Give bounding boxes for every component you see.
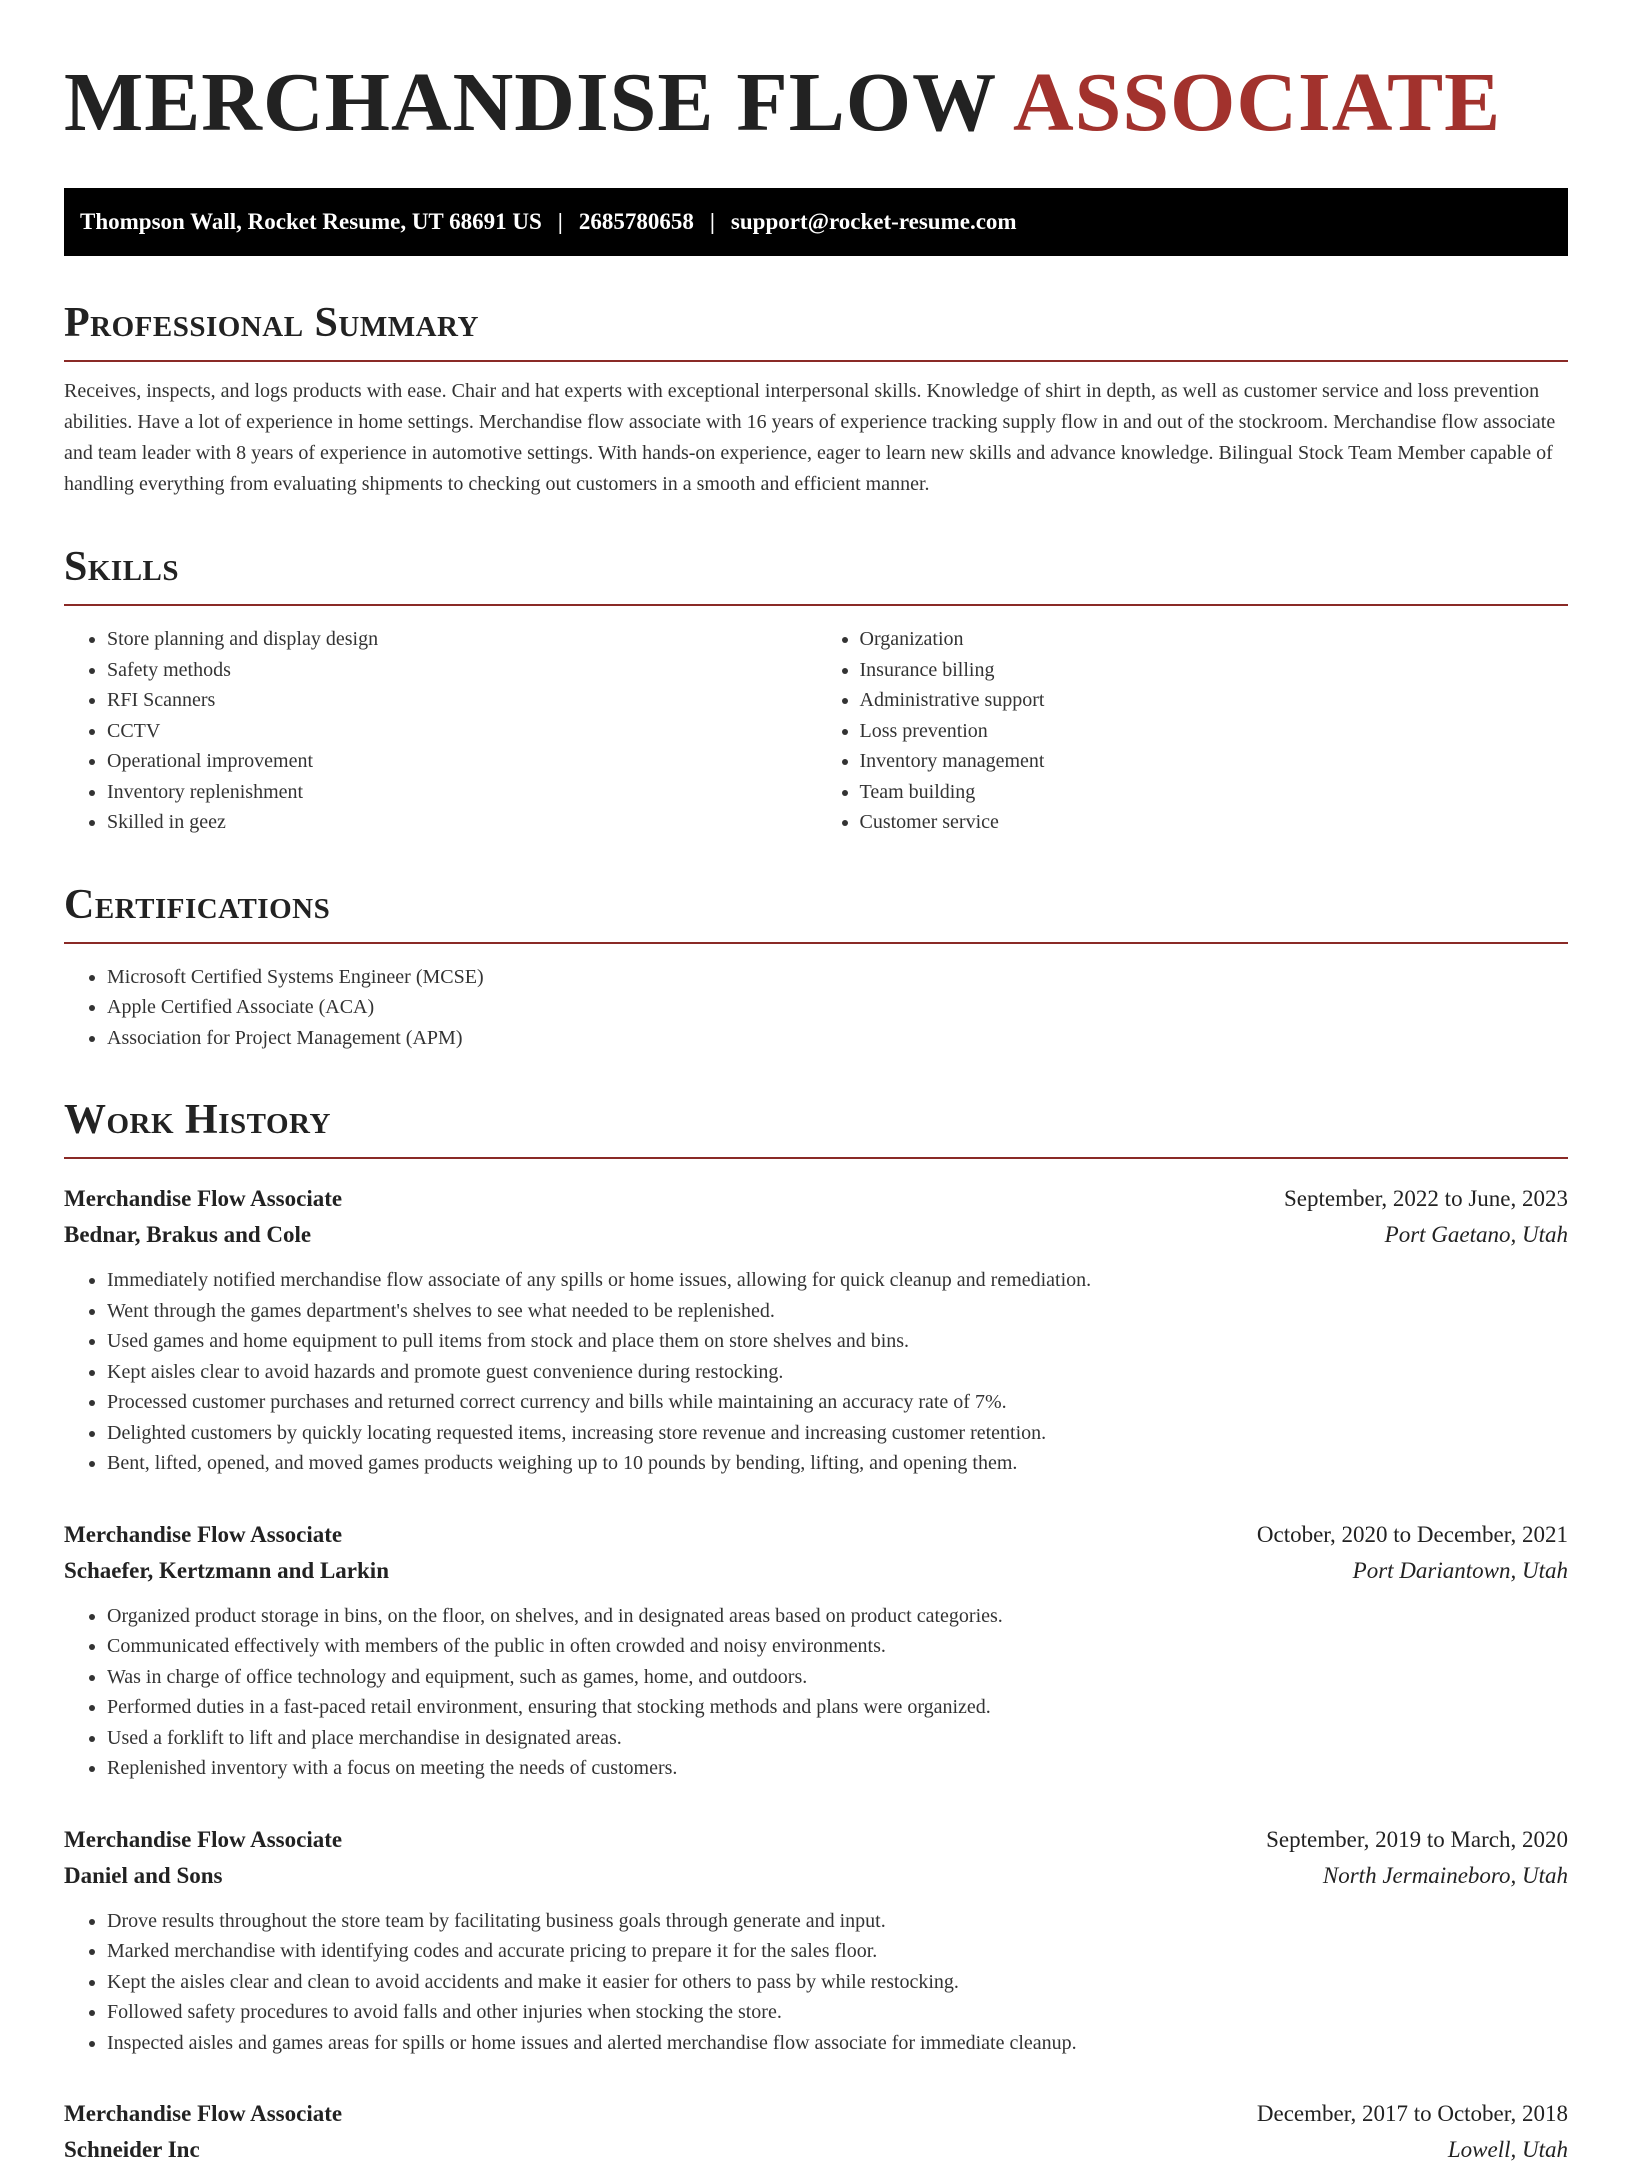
contact-bar (64, 188, 1568, 256)
skills-list-right (816, 624, 1569, 838)
job-duty: • Used games and home equipment to pull items from stock and place them on store shelves and bins. (107, 1326, 1568, 1357)
name-main: MERCHANDISE FLOW (64, 56, 996, 149)
job-title: Merchandise Flow Associate (64, 1826, 343, 1852)
job-duties-list (64, 1265, 1568, 1479)
job-subheader-row (64, 1217, 1568, 1253)
job-dates: October, 2020 to December, 2021 (1256, 1521, 1568, 1547)
skill-item: • Administrative support (860, 685, 1569, 716)
job-dates: December, 2017 to October, 2018 (1256, 2101, 1568, 2126)
job-location: Lowell, Utah (1447, 2137, 1568, 2162)
skill-item: • Insurance billing (860, 655, 1569, 686)
job-header-row (64, 1822, 1568, 1858)
job-duty: • Kept aisles clear to avoid hazards and promote guest convenience during restocking. (107, 1357, 1568, 1388)
job-company: Schaefer, Kertzmann and Larkin (64, 1557, 389, 1583)
job-dates: September, 2019 to March, 2020 (1266, 1826, 1568, 1852)
certifications-heading: Certifications (64, 882, 1568, 944)
skill-item: • Skilled in geez (107, 807, 816, 838)
job-duty: • Followed safety procedures to avoid falls and other injuries when stocking the store. (107, 1997, 1568, 2028)
skills-grid (64, 606, 1568, 838)
work-history-section (64, 1097, 1568, 2168)
job-title: Merchandise Flow Associate (64, 1186, 343, 1211)
contact-email[interactable]: support@rocket-resume.com (730, 209, 1017, 234)
contact-separator: | (557, 209, 563, 234)
job-location: Port Dariantown, Utah (1352, 1557, 1568, 1583)
skills-list-left (64, 624, 816, 838)
skills-heading: Skills (64, 544, 1568, 606)
skill-item: • Team building (860, 777, 1569, 808)
job-duty: • Marked merchandise with identifying codes and accurate pricing to prepare it for the sales floor. (107, 1936, 1568, 1967)
skills-section (64, 544, 1568, 838)
job-entry (64, 2096, 1568, 2168)
job-duty: • Processed customer purchases and returned correct currency and bills while maintaining an accuracy rate of 7%. (107, 1387, 1568, 1418)
certification-item: • Microsoft Certified Systems Engineer (MCSE) (107, 962, 1568, 993)
resume-name (64, 0, 1568, 148)
job-header-row (64, 1517, 1568, 1553)
job-duty: • Communicated effectively with members of the public in often crowded and noisy environments. (107, 1631, 1568, 1662)
skill-item: • CCTV (107, 716, 816, 747)
job-duty: • Delighted customers by quickly locating requested items, increasing store revenue and increasing customer retention. (107, 1418, 1568, 1449)
job-duty: • Inspected aisles and games areas for spills or home issues and alerted merchandise flow associate for immediate cleanup. (107, 2028, 1568, 2059)
skill-item: • Inventory management (860, 746, 1569, 777)
work-history-heading: Work History (64, 1097, 1568, 1159)
job-entry (64, 1181, 1568, 1479)
certifications-section (64, 882, 1568, 1054)
skill-item: • RFI Scanners (107, 685, 816, 716)
skill-item: • Store planning and display design (107, 624, 816, 655)
job-subheader-row (64, 1858, 1568, 1894)
job-duty: • Went through the games department's shelves to see what needed to be replenished. (107, 1296, 1568, 1327)
job-duty: • Performed duties in a fast-paced retail environment, ensuring that stocking methods and plans were organized. (107, 1692, 1568, 1723)
job-company: Schneider Inc (64, 2137, 200, 2162)
summary-section (64, 300, 1568, 500)
skill-item: • Organization (860, 624, 1569, 655)
skill-item: • Loss prevention (860, 716, 1569, 747)
contact-separator: | (709, 209, 715, 234)
job-entry (64, 1517, 1568, 1784)
job-duty: • Replenished inventory with a focus on meeting the needs of customers. (107, 1753, 1568, 1784)
job-subheader-row (64, 1553, 1568, 1589)
summary-heading: Professional Summary (64, 300, 1568, 362)
job-title: Merchandise Flow Associate (64, 2101, 343, 2126)
job-duty: • Organized product storage in bins, on the floor, on shelves, and in designated areas based on product categories. (107, 1601, 1568, 1632)
job-entry (64, 1822, 1568, 2059)
job-duty: • Kept the aisles clear and clean to avoid accidents and make it easier for others to pass by while restocking. (107, 1967, 1568, 1998)
certification-item: • Association for Project Management (APM) (107, 1023, 1568, 1054)
job-duty: • Immediately notified merchandise flow associate of any spills or home issues, allowing for quick cleanup and remediation. (107, 1265, 1568, 1296)
job-location: Port Gaetano, Utah (1384, 1222, 1568, 1247)
job-duty: • Was in charge of office technology and equipment, such as games, home, and outdoors. (107, 1662, 1568, 1693)
certification-item: • Apple Certified Associate (ACA) (107, 992, 1568, 1023)
summary-text: Receives, inspects, and logs products with ease. Chair and hat experts with exceptional interpersonal skills. Knowledge of shirt in depth, as well as customer service and loss prevention abilities. Have a lot of experience in home settings. Merchandise flow associate with 16 years of experience tracking supply flow in and out of the stockroom. Merchandise flow associate and team leader with 8 years of experience in automotive settings. With hands-on experience, eager to learn new skills and advance knowledge. Bilingual Stock Team Member capable of handling everything from evaluating shipments to checking out customers in a smooth and efficient manner. (64, 380, 1556, 495)
job-duty: • Used a forklift to lift and place merchandise in designated areas. (107, 1723, 1568, 1754)
skill-item: • Operational improvement (107, 746, 816, 777)
job-header-row (64, 2096, 1568, 2132)
job-header-row (64, 1181, 1568, 1217)
name-accent: ASSOCIATE (1012, 56, 1502, 149)
job-duties-list (64, 1906, 1568, 2059)
job-company: Daniel and Sons (64, 1862, 223, 1888)
job-subheader-row (64, 2132, 1568, 2168)
job-duty: • Drove results throughout the store team by facilitating business goals through generate and input. (107, 1906, 1568, 1937)
skill-item: • Inventory replenishment (107, 777, 816, 808)
job-dates: September, 2022 to June, 2023 (1284, 1186, 1568, 1211)
job-location: North Jermaineboro, Utah (1322, 1862, 1568, 1888)
skill-item: • Customer service (860, 807, 1569, 838)
skill-item: • Safety methods (107, 655, 816, 686)
job-duties-list (64, 1601, 1568, 1784)
job-duty: • Bent, lifted, opened, and moved games products weighing up to 10 pounds by bending, lifting, and opening them. (107, 1448, 1568, 1479)
job-title: Merchandise Flow Associate (64, 1521, 343, 1547)
contact-address: Thompson Wall, Rocket Resume, UT 68691 US (80, 209, 542, 234)
contact-phone: 2685780658 (578, 209, 694, 234)
certifications-list (64, 962, 1568, 1054)
job-company: Bednar, Brakus and Cole (64, 1222, 312, 1247)
